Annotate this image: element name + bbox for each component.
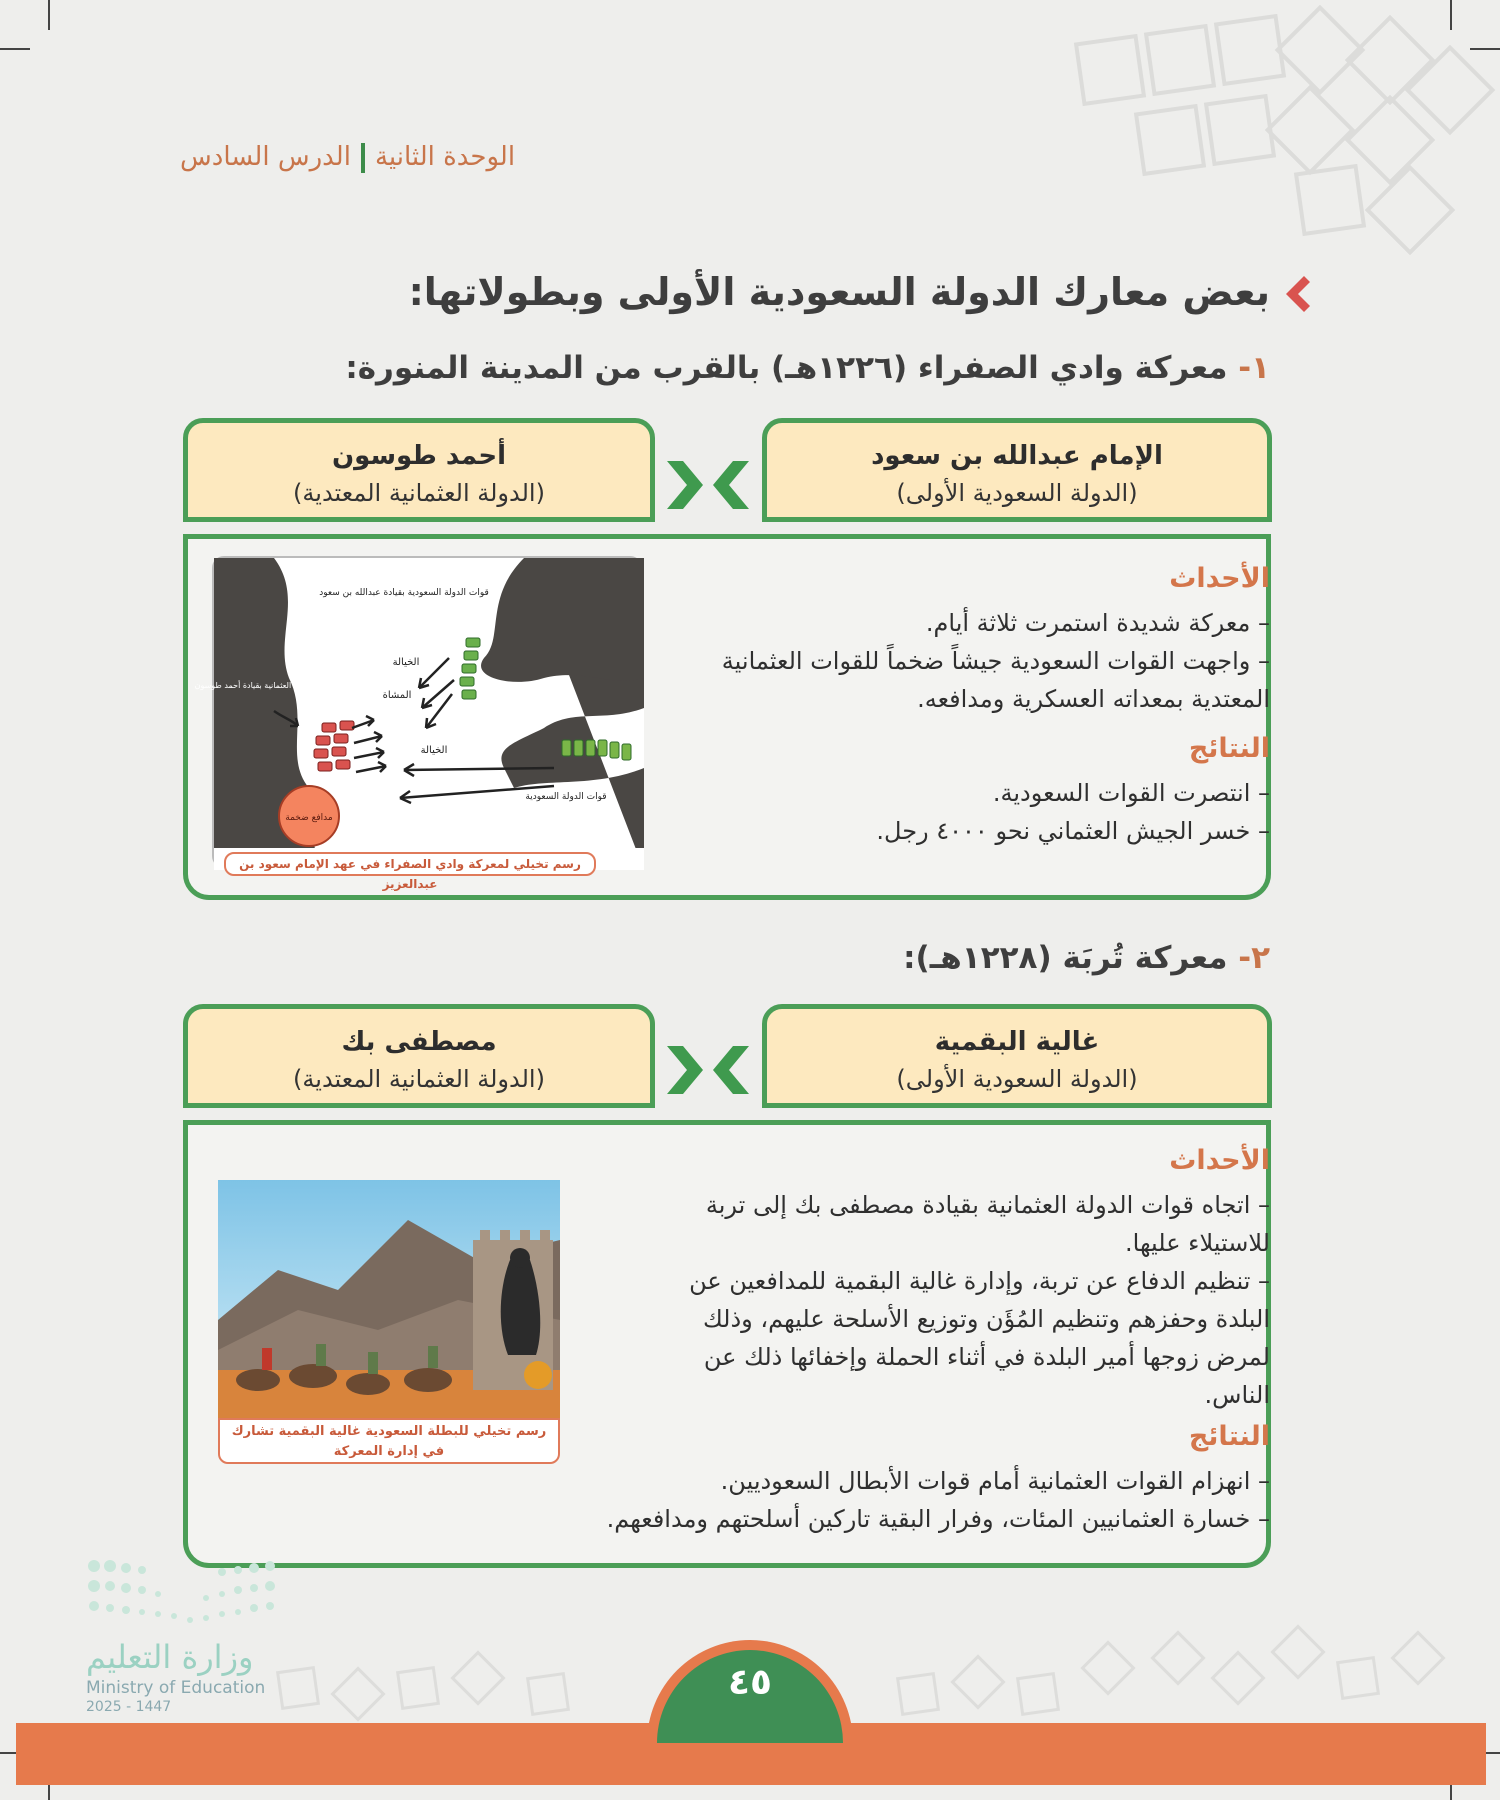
edition-year: 2025 - 1447 <box>86 1699 172 1715</box>
unit-header <box>180 142 515 173</box>
party-state: (الدولة العثمانية المعتدية) <box>293 1065 545 1093</box>
battle1-title <box>345 350 1270 386</box>
results-heading: النتائج <box>1188 1421 1270 1452</box>
battle1-number: ١- <box>1238 350 1270 386</box>
results-heading: النتائج <box>1188 733 1270 764</box>
battle2-number: ٢- <box>1238 940 1270 976</box>
crop-mark <box>48 0 50 30</box>
header-divider <box>361 143 365 173</box>
page-number: ٤٥ <box>728 1662 772 1703</box>
illustration-caption: رسم تخيلي للبطلة السعودية غالية البقمية تشارك في إدارة المعركة <box>218 1418 560 1464</box>
section-title <box>409 270 1270 314</box>
map-label-saudi-bottom: قوات الدولة السعودية <box>525 792 607 802</box>
section-title-text: بعض معارك الدولة السعودية الأولى وبطولاتها: <box>408 270 1270 314</box>
battle2-side-ottoman <box>183 1004 655 1108</box>
events-heading: الأحداث <box>1169 1145 1270 1176</box>
versus-icon <box>663 1040 753 1100</box>
battle2-side-saudi <box>762 1004 1272 1108</box>
ministry-logo-dots <box>86 1556 276 1632</box>
battle-scene-drawing <box>218 1180 560 1420</box>
map-caption: رسم تخيلي لمعركة وادي الصفراء في عهد الإمام سعود بن عبدالعزيز <box>224 852 596 876</box>
map-label-infantry: المشاة <box>382 690 412 701</box>
party-state: (الدولة السعودية الأولى) <box>896 479 1138 507</box>
battle-illustration <box>218 1180 560 1420</box>
map-label-saudi-top: قوات الدولة السعودية بقيادة عبدالله بن سعود <box>319 588 489 598</box>
battle1-side-ottoman <box>183 418 655 522</box>
party-name: مصطفى بك <box>341 1027 497 1057</box>
battle1-text <box>680 556 1270 850</box>
battle2-text <box>650 1138 1270 1414</box>
map-label-cannons: مدافع ضخمة <box>285 813 333 823</box>
lesson-label: الدرس السادس <box>180 142 351 172</box>
ministry-name-en: Ministry of Education <box>86 1678 266 1698</box>
versus-icon <box>663 455 753 515</box>
battle1-title-text: معركة وادي الصفراء (١٢٢٦هـ) بالقرب من المدينة المنورة: <box>345 350 1228 386</box>
battle1-side-saudi <box>762 418 1272 522</box>
map-label-ottoman: قوات الدولة العثمانية بقيادة أحمد طوسون <box>194 681 334 690</box>
battle-map-drawing <box>194 558 644 870</box>
battle2-title-text: معركة تُربَة (١٢٢٨هـ): <box>903 940 1228 976</box>
crop-mark <box>0 48 30 50</box>
result-item: – خسر الجيش العثماني نحو ٤٠٠٠ رجل. <box>876 817 1270 845</box>
events-heading: الأحداث <box>1169 563 1270 594</box>
result-item: – انهزام القوات العثمانية أمام قوات الأبطال السعوديين. <box>720 1467 1270 1495</box>
unit-label: الوحدة الثانية <box>374 142 516 172</box>
party-name: أحمد طوسون <box>331 441 506 471</box>
chevron-left-icon <box>1282 274 1312 314</box>
event-item: – تنظيم الدفاع عن تربة، وإدارة غالية البقمية للمدافعين عن البلدة وحفزهم وتنظيم المُؤَن وتوزيع الأسلحة عليهم، وذلك لمرض زوجها أمير البلدة في أثناء الحملة وإخفائها ذلك عن الناس. <box>689 1267 1270 1409</box>
battle2-results <box>470 1414 1270 1538</box>
map-label-cavalry: الخيالة <box>392 657 420 668</box>
ministry-name-ar: وزارة التعليم <box>86 1638 254 1676</box>
party-state: (الدولة العثمانية المعتدية) <box>293 479 545 507</box>
result-item: – انتصرت القوات السعودية. <box>992 779 1270 807</box>
decorative-pattern <box>940 0 1500 260</box>
battle-map <box>194 556 642 868</box>
event-item: – اتجاه قوات الدولة العثمانية بقيادة مصطفى بك إلى تربة للاستيلاء عليها. <box>705 1191 1270 1257</box>
party-name: غالية البقمية <box>934 1027 1100 1057</box>
battle2-title <box>903 940 1270 976</box>
result-item: – خسارة العثمانيين المئات، وفرار البقية تاركين أسلحتهم ومدافعهم. <box>606 1505 1270 1533</box>
event-item: – واجهت القوات السعودية جيشاً ضخماً للقوات العثمانية المعتدية بمعداته العسكرية ومدافعه. <box>721 647 1270 713</box>
footer-pattern <box>260 1620 1500 1724</box>
svg-text:قوات الدولة السعودية بقيادة عب <box>319 588 489 598</box>
party-state: (الدولة السعودية الأولى) <box>896 1065 1138 1093</box>
map-label-cavalry: الخيالة <box>420 745 448 756</box>
event-item: – معركة شديدة استمرت ثلاثة أيام. <box>925 609 1270 637</box>
party-name: الإمام عبدالله بن سعود <box>871 441 1163 471</box>
